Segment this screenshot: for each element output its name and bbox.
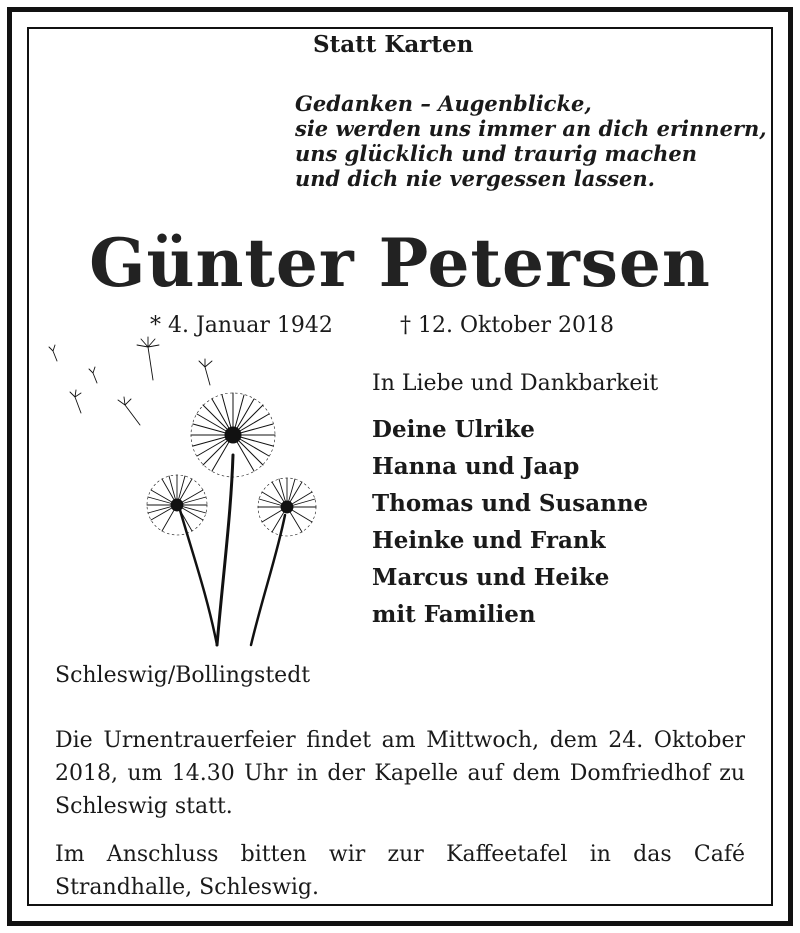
poem-line: Gedanken – Augenblicke, [295,91,592,116]
mourner-name: mit Familien [372,601,536,628]
death-date: † 12. Oktober 2018 [400,313,615,338]
poem-line: und dich nie vergessen lassen. [295,166,655,191]
mourner-name: Deine Ulrike [372,416,535,443]
dandelion-illustration [45,335,335,650]
place: Schleswig/Bollingstedt [55,663,311,688]
poem-line: uns glücklich und traurig machen [295,141,697,166]
deceased-name: Günter Petersen [89,224,711,302]
ceremony-text: Die Urnentrauerfeier findet am Mittwoch, dem 24. Oktober 2018, um 14.30 Uhr in der Kapelle auf dem Domfriedhof zu Schleswig statt. [55,728,745,819]
mourner-name: Heinke und Frank [372,527,606,554]
reception-text: Im Anschluss bitten wir zur Kaffeetafel in das Café Strandhalle, Schleswig. [55,842,745,900]
mourners-intro: In Liebe und Dankbarkeit [372,371,659,396]
poem [295,91,767,191]
mourner-name: Thomas und Susanne [372,490,649,517]
mourner-name: Hanna und Jaap [372,453,580,480]
birth-date: * 4. Januar 1942 [150,313,333,338]
mourner-name: Marcus und Heike [372,564,610,591]
mourners-list [372,411,648,633]
poem-line: sie werden uns immer an dich erinnern, [295,116,767,141]
header-statt-karten: Statt Karten [313,31,474,58]
